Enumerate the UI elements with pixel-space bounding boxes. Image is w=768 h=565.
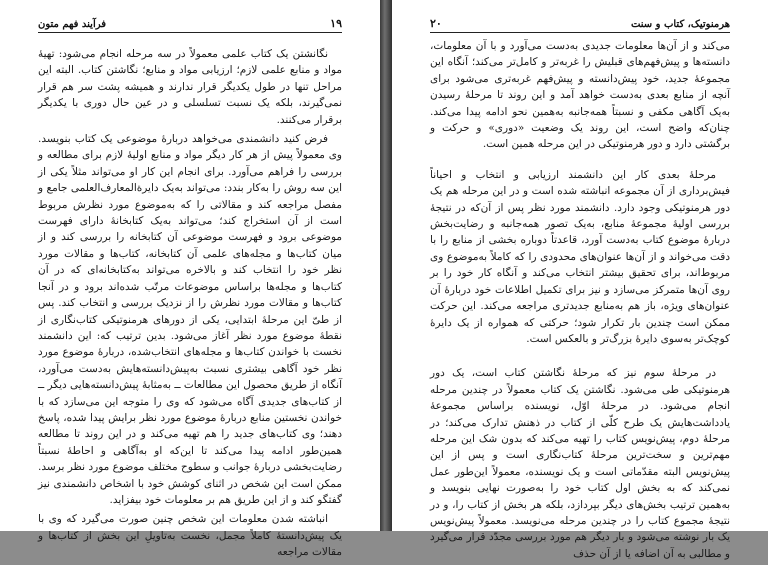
right-page [392,0,768,560]
left-body-text [38,46,342,564]
left-page [0,0,380,559]
right-body-text [430,38,730,565]
paragraph: در مرحلهٔ سوم نیز که مرحلهٔ نگاشتن کتاب است، یک دور هرمنوتیکی طی می‌شود. نگاشتن یک کتاب معمولاً در چندین مرحله انجام می‌شود. در مرحلهٔ اوّل، نویسنده براساس مجموعهٔ یادداشت‌هایش یک طرح کلّی از کتاب در ذهنش تدارک می‌کند؛ در مرحلهٔ دوم، پیش‌نویس کتاب را تهیه می‌کند که بدون شک این مرحله مهم‌ترین و سخت‌ترین مرحلهٔ کتاب‌نگاری است و پس از این پیش‌نویس البته مقدّماتی است و یک نویسنده، معمولاً این‌طور عمل نمی‌کند که به بخش اول کتاب خود را به‌صورت نهایی بنویسد و به‌همین ترتیب بخش‌های دیگر بپردازد، بلکه هر بخش از کتاب را، و در نتیجهٔ مجموع کتاب را در چندین مرحله می‌نویسد. معمولاً پیش‌نویس یک بار نوشته می‌شود و بار دیگر هم مورد بررسی مجدّد قرار می‌گیرد و مطالبی به آن اضافه یا از آن حذف [430,367,730,560]
right-running-title: هرمنوتیک، کتاب و سنت [630,19,730,30]
left-running-header [38,16,342,33]
left-page-number: ۱۹ [330,17,342,30]
paragraph: فرض کنید دانشمندی می‌خواهد دربارهٔ موضوعی یک کتاب بنویسد. وی معمولاً پیش از هر کار دیگر مواد و منابع اولیهٔ لازم برای مطالعه و بررسی را فراهم می‌آورد. برای انجام این کار او می‌تواند مثلاً یکی از این سه روش را به‌کار بندد: می‌تواند به‌یک دایرةالمعارف‌العلمی جامع و مفصل مراجعه کند و مقالاتی را که به‌موضوع مورد نظرش مربوط است از آن استخراج کند؛ می‌تواند به‌یک کتابخانهٔ دارای فهرست موضوعی برود و فهرست موضوعی آن کتابخانه را بررسی کند و از میان کتاب‌ها و مجله‌های علمی آن کتابخانه، کتاب‌ها و مقالات مورد نظر خود را انتخاب کند و بالاخره می‌تواند به‌کتابخانه‌ای که در آن کتاب‌ها و مجله‌ها براساس موضوعات مرتّب شده‌اند برود و در آنجا کتاب‌ها و مقالات مورد نظرش را از نزدیک بررسی و انتخاب کند. پس از طیّ این مرحلهٔ ابتدایی، یکی از دورهای هرمنوتیکی کتاب‌نگاری از نقطهٔ موضوع مورد نظر آغاز می‌شود. بدین ترتیب که: این دانشمند نخست با خواندن کتاب‌ها و مجله‌های انتخاب‌شده، دربارهٔ موضوع مورد نظر خود آگاهی بیشتری نسبت به‌پیش‌دانسته‌هایش به‌دست می‌آورد، آنگاه از طریق محصول این مطالعات ــ به‌مثابهٔ پیش‌دانسته‌هایی دیگر ــ از کتاب‌های جدیدی آگاه می‌شود که وی را متوجه این می‌سازد که با خواندن نخستین منابع دربارهٔ موضوع مورد نظر برایش پیدا شده، پاسخ دهند؛ وی کتاب‌های جدید را هم تهیه می‌کند و در این روند تا مطالعه همین‌طور ادامه پیدا می‌کند تا این‌که او به‌آگاهی و احاطهٔ نسبتاً رضایت‌بخشی دربارهٔ جوانب و سطوح مختلف موضوع مورد نظر برسد. ممکن است این شخص در اثنای کوشش خود با اشخاص دانشمندی نیز گفتگو کند و از این طریق هم بر معلومات خود بیفزاید. [38,133,342,506]
right-running-header [430,16,730,33]
left-running-title: فرآیند فهم متون [38,19,107,30]
book-spine [380,0,392,531]
paragraph: انباشته شدن معلومات این شخص چنین صورت می‌گیرد که وی با یک پیش‌دانستهٔ کاملاً مجمل، نخست به‌تاویلِ این بخش از کتاب‌ها و مقالات مراجعه [38,513,342,559]
paragraph: نگانشتن یک کتاب علمی معمولاً در سه مرحله انجام می‌شود: تهیهٔ مواد و منابع علمی لازم؛ ارزیابی مواد و منابع؛ نگاشتن کتاب. البته این مراحل تنها در طول یکدیگر قرار ندارند و همیشه پشت سر هم قرار نمی‌گیرند، بلکه یک نسبت تسلسلی و در عین حال دوری با یکدیگر برقرار می‌کنند. [38,48,342,126]
paragraph: مرحلهٔ بعدی کار این دانشمند ارزیابی و انتخاب و احیاناً فیش‌برداری از آن مجموعه انباشته شده است و در این مرحله هم یک دور هرمنوتیکی وجود دارد. دانشمند مورد نظر پس از آن‌که در نتیجهٔ بررسی اولیهٔ مجموعهٔ منابع، به‌یک تصور همه‌جانبه و رضایت‌بخش دربارهٔ موضوع کتاب به‌دست آورد، قاعدتاً دوباره بخشی از منابع را با دقت می‌خواند و از آن‌ها عنوان‌های محدودی را که کاملاً به‌موضوع وی مربوط‌اند، برای تحقیق بیشتر انتخاب می‌کند و آنگاه کار خود را بر روی آن‌ها متمرکز می‌سازد و نیز برای تکمیل اطلاعات خود دربارهٔ آن عنوان‌های ویژه، باز هم به‌منابع جدیدتری مراجعه می‌کند. این حرکت ممکن است چندین بار تکرار شود؛ حرکتی که همواره از یک دایرهٔ کوچک‌تر به‌سوی دایرهٔ بزرگ‌تر و بالعکس است. [430,168,730,345]
paragraph: می‌کند و از آن‌ها معلومات جدیدی به‌دست می‌آورد و با آن معلومات، دانسته‌ها و پیش‌فهم‌های قبلیش را غربه‌تر و کامل‌تر می‌کند؛ آنگاه این مجموعهٔ جدید، خود پیش‌دانسته و پیش‌فهم غربه‌تری می‌شود برای آنچه از منابع بعدی به‌دست خواهد آمد و این روند تا مرحلهٔ رسیدن به‌یک آگاهی مکفی و نسبتاً همه‌جانبه به‌همین نحو ادامه پیدا می‌کند. چنان‌که واضح است، این روند یک وضعیت «دوری» و حرکت و برگشتی دارد و دور هرمنوتیکی در این مرحله همین است. [430,40,730,151]
right-page-number: ۲۰ [430,17,442,30]
